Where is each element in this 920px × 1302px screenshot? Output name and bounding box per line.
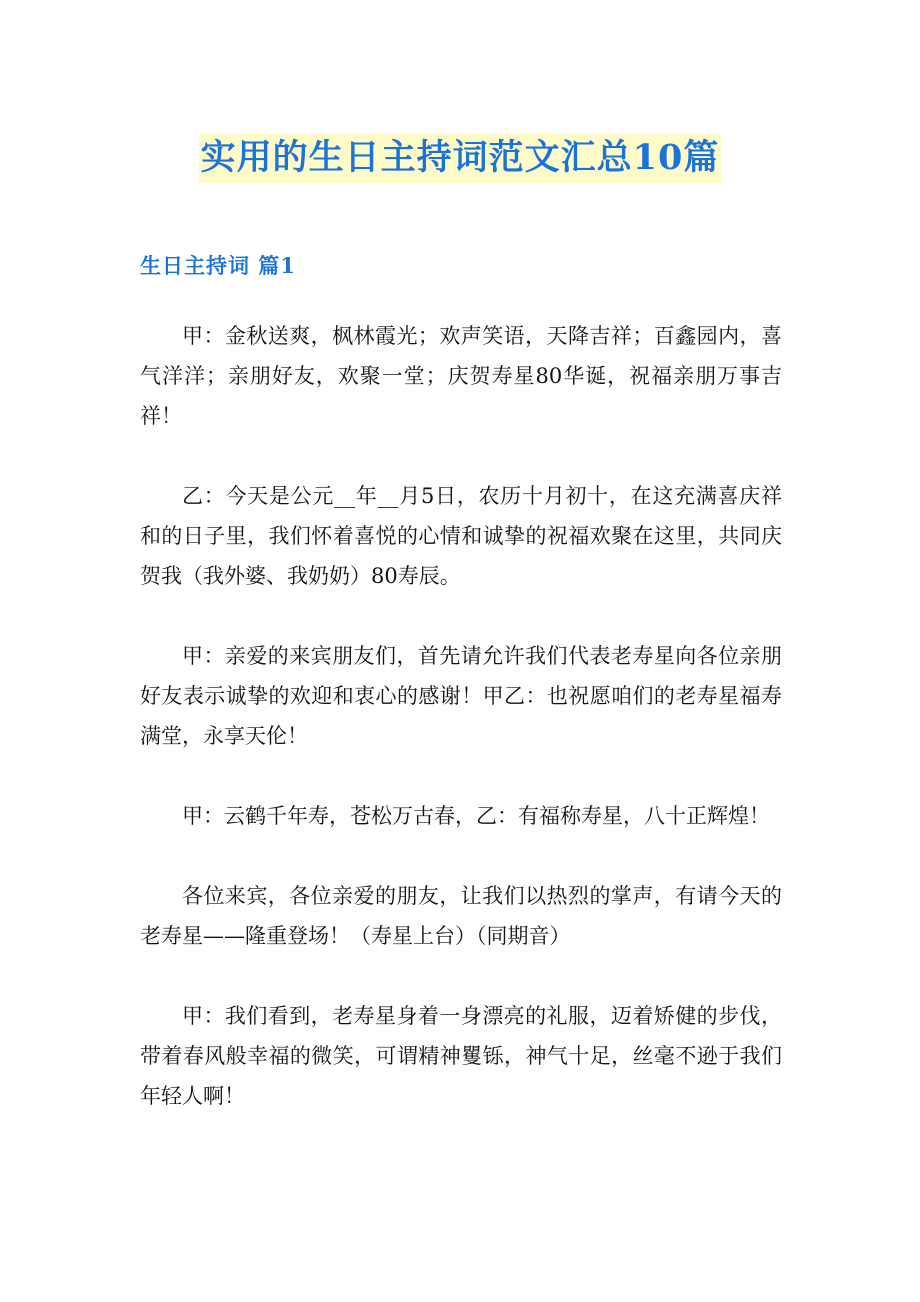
paragraph-1: 甲：金秋送爽，枫林霞光；欢声笑语，天降吉祥；百鑫园内，喜气洋洋；亲朋好友，欢聚一堂；庆贺寿星80华诞，祝福亲朋万事吉祥！	[140, 324, 782, 428]
paragraph-3: 甲：亲爱的来宾朋友们，首先请允许我们代表老寿星向各位亲朋好友表示诚挚的欢迎和衷心的感谢！甲乙：也祝愿咱们的老寿星福寿满堂，永享天伦！	[140, 644, 782, 748]
document-title: 实用的生日主持词范文汇总10篇	[199, 133, 722, 183]
paragraph-4: 甲：云鹤千年寿，苍松万古春，乙：有福称寿星，八十正辉煌！	[182, 804, 770, 828]
section-heading: 生日主持词 篇1	[140, 253, 296, 278]
document-body	[140, 316, 782, 1156]
paragraph-5: 各位来宾，各位亲爱的朋友，让我们以热烈的掌声，有请今天的老寿星——隆重登场！（寿星上台）（同期音）	[140, 884, 782, 948]
paragraph-2: 乙：今天是公元__年__月5日，农历十月初十，在这充满喜庆祥和的日子里，我们怀着喜悦的心情和诚挚的祝福欢聚在这里，共同庆贺我（我外婆、我奶奶）80寿辰。	[140, 484, 782, 588]
title-container	[0, 133, 920, 183]
paragraph-6: 甲：我们看到，老寿星身着一身漂亮的礼服，迈着矫健的步伐，带着春风般幸福的微笑，可谓精神矍铄，神气十足，丝毫不逊于我们年轻人啊！	[140, 1004, 782, 1108]
